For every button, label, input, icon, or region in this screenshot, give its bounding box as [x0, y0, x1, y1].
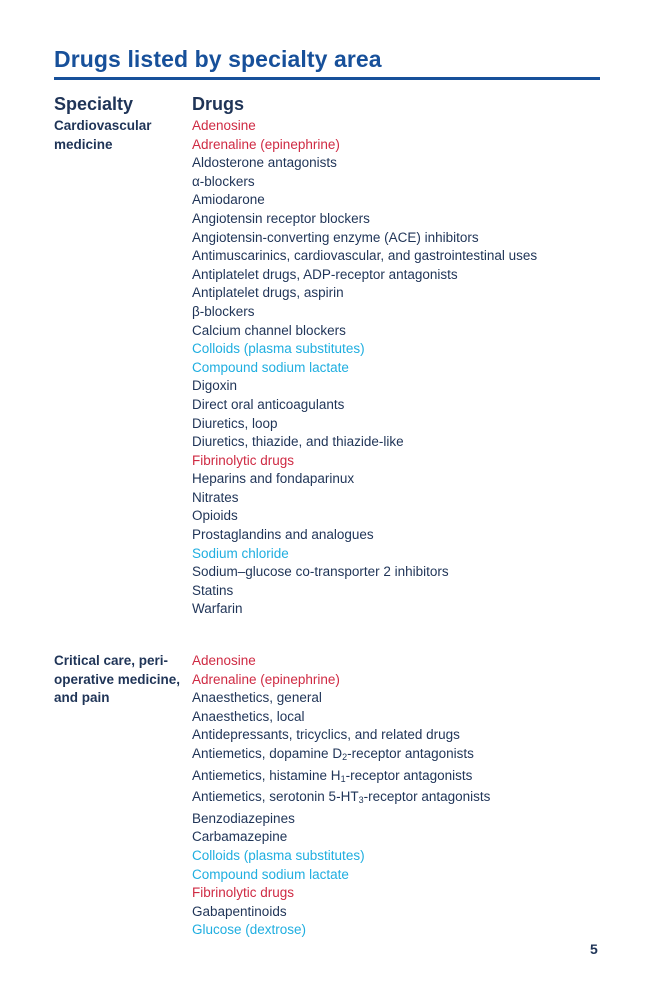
drug-item: Colloids (plasma substitutes)	[192, 341, 365, 357]
drug-item: Adrenaline (epinephrine)	[192, 136, 340, 152]
drug-item: Angiotensin receptor blockers	[192, 210, 370, 226]
drug-item: Diuretics, loop	[192, 415, 278, 431]
drug-item: Aldosterone antagonists	[192, 155, 337, 171]
specialty-label: Critical care, peri-operative medicine, and pain	[54, 653, 181, 706]
drug-item: Antiplatelet drugs, ADP-receptor antagonists	[192, 266, 458, 282]
drug-item: Antiemetics, serotonin $5-HT_3$-receptor antagonists	[192, 789, 491, 806]
drug-item: Antidepressants, tricyclics, and related drugs	[192, 727, 460, 743]
drug-item: Sodium chloride	[192, 545, 289, 561]
drug-item: Adenosine	[192, 118, 256, 133]
drug-item: Anaesthetics, general	[192, 690, 322, 706]
drug-item: Compound sodium lactate	[192, 866, 349, 882]
drug-list	[192, 117, 537, 619]
drug-list	[192, 652, 490, 940]
drug-item: Anaesthetics, local	[192, 708, 305, 724]
page-number: 5	[590, 941, 598, 957]
drug-item: α-blockers	[192, 173, 255, 189]
drug-item: Heparins and fondaparinux	[192, 471, 355, 487]
drug-item: Calcium channel blockers	[192, 322, 346, 338]
drug-item: β-blockers	[192, 303, 255, 319]
drug-item: Benzodiazepines	[192, 810, 295, 826]
drug-item: Direct oral anticoagulants	[192, 396, 345, 412]
drug-item: Colloids (plasma substitutes)	[192, 847, 365, 863]
drug-item: Glucose (dextrose)	[192, 922, 307, 938]
drug-item: Statins	[192, 582, 234, 598]
drug-item: Carbamazepine	[192, 829, 288, 845]
specialty-label: Cardiovascular medicine	[54, 118, 152, 152]
drug-item: Adenosine	[192, 653, 256, 668]
drug-item: Nitrates	[192, 489, 239, 505]
drug-item: Angiotensin-converting enzyme (ACE) inhibitors	[192, 229, 479, 245]
drug-item: Antiplatelet drugs, aspirin	[192, 285, 344, 301]
drug-item: Warfarin	[192, 601, 243, 617]
specialty-column-header: Specialty	[54, 94, 134, 114]
drug-item: Antimuscarinics, cardiovascular, and gastrointestinal uses	[192, 248, 538, 264]
drug-item: Compound sodium lactate	[192, 359, 349, 375]
drug-item: Fibrinolytic drugs	[192, 452, 295, 468]
title-divider	[54, 77, 600, 80]
drugs-column-header: Drugs	[192, 94, 245, 114]
drug-item: Adrenaline (epinephrine)	[192, 671, 340, 687]
drug-item: Prostaglandins and analogues	[192, 527, 374, 543]
drug-item: Opioids	[192, 508, 238, 524]
drug-item: Digoxin	[192, 378, 238, 394]
drug-item: Sodium–glucose co-transporter 2 inhibitors	[192, 564, 449, 580]
drug-item: Amiodarone	[192, 192, 265, 208]
drug-item: Antiemetics, histamine $H_1$-receptor antagonists	[192, 767, 473, 784]
page-title: Drugs listed by specialty area	[54, 46, 382, 72]
drug-item: Antiemetics, dopamine $D_2$-receptor antagonists	[192, 745, 474, 762]
drug-item: Diuretics, thiazide, and thiazide-like	[192, 434, 404, 450]
drug-item: Fibrinolytic drugs	[192, 885, 295, 901]
drug-item: Gabapentinoids	[192, 903, 287, 919]
